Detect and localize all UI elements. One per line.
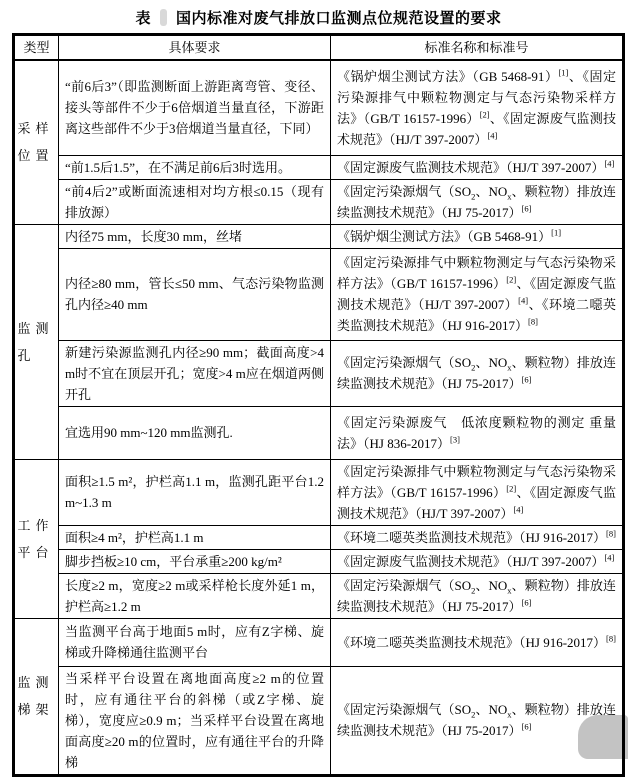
table-row: [14, 60, 624, 155]
requirement-cell: 面积≥1.5 m²，护栏高1.1 m，监测孔距平台1.2 m~1.3 m: [59, 459, 331, 525]
requirement-cell: 面积≥4 m²，护栏高1.1 m: [59, 525, 331, 549]
table-row: [14, 459, 624, 525]
table-row: [14, 525, 624, 549]
row-group-label-monitoring-ladder: [14, 618, 59, 775]
standards-table: [12, 33, 625, 777]
standard-cell: 《固定污染源废气 低浓度颗粒物的测定 重量法》（HJ 836-2017）[3]: [331, 406, 624, 459]
table-row: [14, 618, 624, 666]
standard-cell: 《固定污染源排气中颗粒物测定与气态污染物采样方法》（GB/T 16157-1996）[2]、《固定源废气监测技术规范》（HJ/T 397-2007）[4]: [331, 459, 624, 525]
table-row: [14, 248, 624, 340]
requirement-cell: 脚步挡板≥10 cm，平台承重≥200 kg/m²: [59, 549, 331, 573]
table-row: [14, 573, 624, 618]
requirement-cell: 宜选用90 mm~120 mm监测孔.: [59, 406, 331, 459]
requirement-cell: 长度≥2 m，宽度≥2 m或采样枪长度外延1 m，护栏高≥1.2 m: [59, 573, 331, 618]
requirement-cell: 内径≥80 mm，管长≤50 mm、气态污染物监测孔内径≥40 mm: [59, 248, 331, 340]
requirement-cell: 当监测平台高于地面5 m时，应有Z字梯、旋梯或升降梯通往监测平台: [59, 618, 331, 666]
header-row: [14, 35, 624, 61]
row-group-label-text: 监测梯架: [17, 675, 54, 717]
standard-cell: 《固定污染源烟气（$SO_2$、$NO_x$、颗粒物）排放连续监测技术规范》（HJ 75-2017）[6]: [331, 573, 624, 618]
standard-cell: 《固定污染源烟气（$SO_2$、$NO_x$、颗粒物）排放连续监测技术规范》（HJ 75-2017）[6]: [331, 666, 624, 775]
standard-cell: 《锅炉烟尘测试方法》（GB 5468-91）[1]、《固定污染源排气中颗粒物测定与气态污染物采样方法》（GB/T 16157-1996）[2]、《固定源废气监测技术规范》（HJ/T 397-2007）[4]: [331, 60, 624, 155]
col-header-type: 类型: [14, 35, 59, 61]
row-group-label-text: 监测孔: [17, 320, 54, 363]
table-title: [0, 5, 637, 29]
table-title-text: 国内标准对废气排放口监测点位规范设置的要求: [176, 10, 502, 27]
table-row: [14, 179, 624, 224]
row-group-label-text: 工作平台: [17, 517, 54, 560]
col-header-standard: 标准名称和标准号: [331, 35, 624, 61]
row-group-label-sampling-position: [14, 60, 59, 224]
standard-cell: 《固定源废气监测技术规范》（HJ/T 397-2007）[4]: [331, 155, 624, 179]
row-group-label-text: 采样位置: [17, 121, 54, 164]
table-row: [14, 549, 624, 573]
table-row: [14, 224, 624, 248]
table-title-label: 表: [135, 10, 151, 27]
title-faded-number-mark: [160, 9, 167, 26]
requirement-cell: 当采样平台设置在离地面高度≥2 m的位置时，应有通往平台的斜梯（或Z字梯、旋梯），宽度应≥0.9 m；当采样平台设置在离地面高度≥20 m的位置时，应有通往平台的升降梯: [59, 666, 331, 775]
requirement-cell: “前4后2”或断面流速相对均方根≤0.15（现有排放源）: [59, 179, 331, 224]
col-header-requirement: 具体要求: [59, 35, 331, 61]
row-group-label-monitoring-hole: [14, 224, 59, 459]
standard-cell: 《锅炉烟尘测试方法》（GB 5468-91）[1]: [331, 224, 624, 248]
standard-cell: 《固定污染源排气中颗粒物测定与气态污染物采样方法》（GB/T 16157-1996）[2]、《固定源废气监测技术规范》（HJ/T 397-2007）[4]、《环境二噁英类监测技术规范》（HJ 916-2017）[8]: [331, 248, 624, 340]
standard-cell: 《固定源废气监测技术规范》（HJ/T 397-2007）[4]: [331, 549, 624, 573]
table-row: [14, 406, 624, 459]
requirement-cell: “前6后3”（即监测断面上游距离弯管、变径、接头等部件不少于6倍烟道当量直径，下游距离这些部件不少于3倍烟道当量直径，下同）: [59, 60, 331, 155]
standard-cell: 《环境二噁英类监测技术规范》（HJ 916-2017）[8]: [331, 525, 624, 549]
table-row: [14, 155, 624, 179]
requirement-cell: 内径75 mm，长度30 mm，丝堵: [59, 224, 331, 248]
requirement-cell: “前1.5后1.5”，在不满足前6后3时选用。: [59, 155, 331, 179]
table-row: [14, 340, 624, 406]
table-row: [14, 666, 624, 775]
standard-cell: 《固定污染源烟气（$SO_2$、$NO_x$、颗粒物）排放连续监测技术规范》（HJ 75-2017）[6]: [331, 340, 624, 406]
requirement-cell: 新建污染源监测孔内径≥90 mm；截面高度>4 m时不宜在顶层开孔；宽度>4 m应在烟道两侧开孔: [59, 340, 331, 406]
standard-cell: 《固定污染源烟气（$SO_2$、$NO_x$、颗粒物）排放连续监测技术规范》（HJ 75-2017）[6]: [331, 179, 624, 224]
row-group-label-work-platform: [14, 459, 59, 618]
standard-cell: 《环境二噁英类监测技术规范》（HJ 916-2017）[8]: [331, 618, 624, 666]
